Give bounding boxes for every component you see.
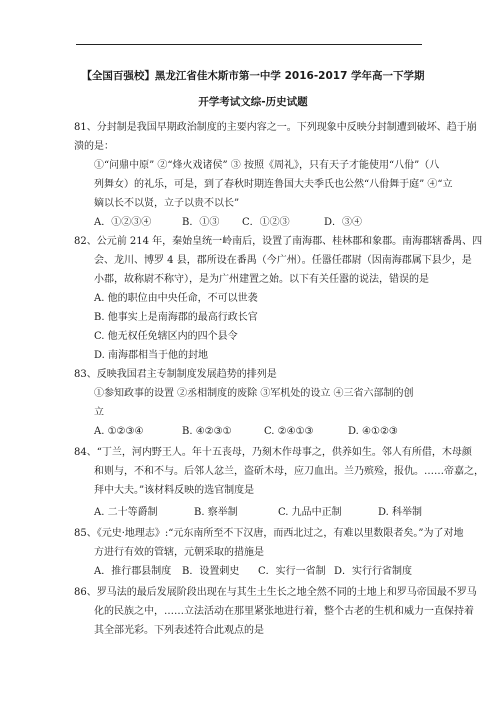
option-d: D. 科举制 bbox=[378, 507, 423, 518]
option-b: B. ④②③① bbox=[182, 426, 232, 437]
q81-item-2: 列舞女）的礼乐，可是，到了春秋时期连鲁国大夫季氏也公然“八佾舞于庭” ④“立 bbox=[94, 179, 453, 190]
option-d: D．③④ bbox=[324, 217, 363, 228]
option-c: C．①②③ bbox=[242, 217, 290, 228]
option-a: A. ①②③④ bbox=[94, 426, 144, 437]
q83-stem: 83、反映我国君主专制制度发展趋势的排列是 bbox=[74, 369, 277, 380]
q82-option-d: D. 南海郡相当于他的封地 bbox=[94, 350, 209, 361]
document-title-line-1: 【全国百强校】黑龙江省佳木斯市第一中学 2016-2017 学年高一下学期 bbox=[81, 70, 425, 82]
option-c: C. 九品中正制 bbox=[278, 507, 342, 518]
q85-stem-1: 85、《元史·地理志》:“元东南所至不下汉唐，而西北过之，有难以里数限者矣。”为了对地 bbox=[74, 528, 464, 539]
document-title-line-2: 开学考试文综-历史试题 bbox=[198, 96, 308, 108]
q81-item-3: 嫡以长不以贤，立子以贵不以长” bbox=[94, 198, 240, 209]
q84-options bbox=[94, 507, 422, 519]
option-a: A．①②③④ bbox=[94, 217, 152, 228]
q86-stem-1: 86、罗马法的最后发展阶段出现在与其生土生长之地全然不同的土地上和罗马帝国最不罗马 bbox=[74, 587, 477, 598]
header-rule bbox=[76, 44, 422, 45]
option-d: D. ④①②③ bbox=[348, 426, 398, 437]
option-b: B．设置刺史 bbox=[182, 566, 240, 577]
q82-option-a: A. 他的职位由中央任命，不可以世袭 bbox=[94, 293, 258, 304]
option-a: A．推行郡县制度 bbox=[94, 566, 172, 577]
q84-stem-1: 84、“丁兰，河内野王人。年十五丧母，乃刻木作母事之，供养如生。邻人有所借，木母颜 bbox=[74, 447, 472, 458]
option-b: B．①③ bbox=[182, 217, 220, 228]
option-c: C. ②④①③ bbox=[264, 426, 314, 437]
q85-stem-2: 方进行有效的管辖，元朝采取的措施是 bbox=[94, 547, 264, 558]
q83-items-cont: 立 bbox=[94, 407, 104, 418]
option-b: B. 察举制 bbox=[194, 507, 238, 518]
q83-options bbox=[94, 426, 398, 438]
q82-option-b: B. 他事实上是南海郡的最高行政长官 bbox=[94, 312, 258, 323]
option-a: A. 二十等爵制 bbox=[94, 507, 158, 518]
q85-options bbox=[94, 566, 412, 578]
q83-items: ①参知政事的设置 ②丞相制度的废除 ③军机处的设立 ④三省六部制的创 bbox=[94, 388, 414, 399]
option-d: D．实行行省制度 bbox=[334, 566, 413, 577]
q81-options bbox=[94, 217, 362, 229]
q84-stem-3: 拜中大夫。”该材料反映的选官制度是 bbox=[94, 485, 255, 496]
q82-stem-3: 小郡，故称尉不称守），是为广州建置之始。以下有关任嚣的说法，错误的是 bbox=[94, 274, 429, 285]
q82-option-c: C. 他无权任免辖区内的四个县令 bbox=[94, 331, 238, 342]
q84-stem-2: 和则与，不和不与。后邻人忿兰，盗斫木母，应刀血出。兰乃殡殓，报仇。……帝嘉之， bbox=[94, 466, 484, 477]
q81-item-1: ①“问鼎中原” ②“烽火戏诸侯” ③ 按照《周礼》，只有天子才能使用“八佾”（八 bbox=[94, 160, 440, 171]
q82-stem-1: 82、公元前 214 年，秦始皇统一岭南后，设置了南海郡、桂林郡和象郡。南海郡辖番禺、四 bbox=[74, 236, 483, 247]
q81-stem-1: 81、分封制是我国早期政治制度的主要内容之一。下列现象中反映分封制遭到破坏、趋于崩 bbox=[74, 122, 477, 133]
q82-stem-2: 会、龙川、博罗 4 县，郡所设在番禺（今广州）。任嚣任郡尉（因南海郡属下县少，是 bbox=[94, 255, 472, 266]
q86-stem-2: 化的民族之中，……立法活动在那里紧张地进行着，整个古老的生机和威力一直保持着 bbox=[94, 606, 474, 617]
q81-stem-2: 溃的是： bbox=[74, 141, 114, 152]
option-c: C．实行一省制 bbox=[258, 566, 326, 577]
q86-stem-3: 其全部光彩。下列表述符合此观点的是 bbox=[94, 625, 264, 636]
